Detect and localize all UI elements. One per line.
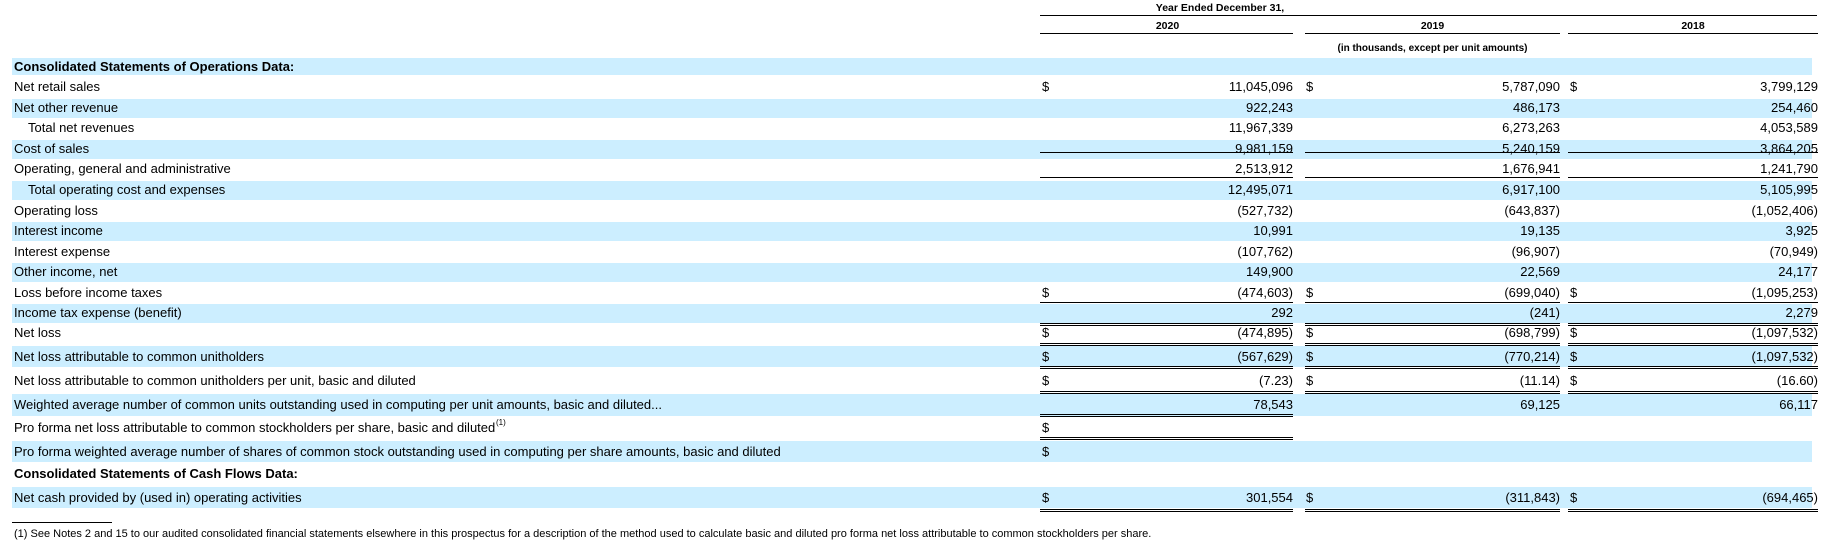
row-value-2018: 24,177 bbox=[1778, 264, 1818, 279]
table-row bbox=[12, 324, 1818, 343]
row-value-2019: 69,125 bbox=[1520, 397, 1560, 412]
row-value-2019: 5,787,090 bbox=[1502, 79, 1560, 94]
footnote-rule bbox=[12, 522, 112, 523]
row-value-2018: 3,799,129 bbox=[1760, 79, 1818, 94]
table-row bbox=[12, 465, 1812, 484]
row-value-2018: 5,105,995 bbox=[1760, 182, 1818, 197]
table-row bbox=[12, 487, 1818, 508]
dollar-sign: $ bbox=[1306, 325, 1314, 340]
dollar-sign: $ bbox=[1042, 490, 1050, 505]
dollar-sign: $ bbox=[1042, 325, 1050, 340]
total-rule bbox=[1568, 509, 1818, 512]
row-label: Operating loss bbox=[14, 203, 98, 218]
row-value-2018: (1,097,532) bbox=[1751, 349, 1818, 364]
total-rule bbox=[1040, 343, 1293, 346]
row-value-2018: (16.60) bbox=[1776, 373, 1818, 388]
row-value-2018: 4,053,589 bbox=[1760, 120, 1818, 135]
row-label: Net loss attributable to common unitholders bbox=[14, 349, 265, 364]
dollar-sign: $ bbox=[1570, 285, 1578, 300]
dollar-sign: $ bbox=[1306, 349, 1314, 364]
table-row bbox=[12, 284, 1818, 303]
row-value-2020: (474,895) bbox=[1237, 325, 1293, 340]
row-value-2018: 2,279 bbox=[1785, 305, 1818, 320]
dollar-sign: $ bbox=[1042, 349, 1050, 364]
table-row bbox=[12, 181, 1818, 200]
row-label: Interest expense bbox=[14, 244, 111, 259]
row-label: Net cash provided by (used in) operating activities bbox=[14, 490, 302, 505]
row-label: Net loss bbox=[14, 325, 61, 340]
header-rule bbox=[1040, 15, 1817, 16]
total-rule bbox=[1040, 366, 1293, 369]
total-rule bbox=[1568, 343, 1818, 346]
table-row bbox=[12, 304, 1818, 323]
total-rule bbox=[1040, 414, 1293, 417]
dollar-sign: $ bbox=[1306, 285, 1314, 300]
row-label: Total net revenues bbox=[28, 120, 135, 135]
row-value-2018: (1,095,253) bbox=[1751, 285, 1818, 300]
row-value-2020: 78,543 bbox=[1253, 397, 1293, 412]
total-rule bbox=[1305, 391, 1560, 394]
total-rule bbox=[1568, 391, 1818, 394]
row-label: Weighted average number of common units outstanding used in computing per unit amounts, basic and diluted... bbox=[14, 397, 662, 412]
row-label: Interest income bbox=[14, 223, 103, 238]
row-value-2019: (311,843) bbox=[1505, 490, 1560, 505]
row-value-2020: 9,981,159 bbox=[1235, 141, 1293, 156]
total-rule bbox=[1040, 323, 1293, 326]
dollar-sign: $ bbox=[1570, 373, 1578, 388]
row-value-2018: (1,097,532) bbox=[1751, 325, 1818, 340]
row-value-2019: 486,173 bbox=[1513, 100, 1560, 115]
row-label: Net loss attributable to common unitholders per unit, basic and diluted bbox=[14, 373, 416, 388]
row-value-2020: 149,900 bbox=[1246, 264, 1293, 279]
row-value-2019: (698,799) bbox=[1504, 325, 1560, 340]
row-label: Operating, general and administrative bbox=[14, 161, 231, 176]
row-value-2018: 254,460 bbox=[1771, 100, 1818, 115]
dollar-sign: $ bbox=[1306, 79, 1314, 94]
table-row bbox=[12, 417, 1812, 438]
total-rule bbox=[1305, 302, 1560, 303]
row-value-2020: 11,967,339 bbox=[1228, 120, 1293, 135]
total-rule bbox=[1568, 323, 1818, 326]
row-value-2019: 6,273,263 bbox=[1502, 120, 1560, 135]
units-header: (in thousands, except per unit amounts) bbox=[1337, 43, 1528, 54]
dollar-sign: $ bbox=[1306, 490, 1314, 505]
table-row bbox=[12, 119, 1818, 138]
table-row bbox=[12, 58, 1812, 75]
total-rule bbox=[1568, 366, 1818, 369]
dollar-sign: $ bbox=[1042, 420, 1050, 435]
dollar-sign: $ bbox=[1042, 373, 1050, 388]
row-value-2018: 66,117 bbox=[1779, 397, 1818, 412]
row-value-2018: (694,465) bbox=[1762, 490, 1818, 505]
row-value-2020: 11,045,096 bbox=[1228, 79, 1293, 94]
row-label: Net other revenue bbox=[14, 100, 119, 115]
row-value-2019: (770,214) bbox=[1504, 349, 1560, 364]
total-rule bbox=[1040, 152, 1293, 153]
total-rule bbox=[1568, 177, 1818, 178]
row-label: Cost of sales bbox=[14, 141, 90, 156]
row-value-2019: 19,135 bbox=[1520, 223, 1560, 238]
row-label: Pro forma weighted average number of shares of common stock outstanding used in computing per share amounts, basic and diluted bbox=[14, 444, 781, 459]
row-value-2020: (527,732) bbox=[1237, 203, 1293, 218]
table-row bbox=[12, 263, 1818, 282]
table-row bbox=[12, 140, 1818, 159]
total-rule bbox=[1040, 177, 1293, 178]
row-label: Loss before income taxes bbox=[14, 285, 163, 300]
dollar-sign: $ bbox=[1306, 373, 1314, 388]
row-value-2020: 301,554 bbox=[1246, 490, 1293, 505]
col-rule-2019 bbox=[1305, 33, 1560, 34]
dollar-sign: $ bbox=[1570, 325, 1578, 340]
row-value-2018: (1,052,406) bbox=[1751, 203, 1818, 218]
row-label: Consolidated Statements of Operations Data: bbox=[14, 59, 295, 74]
row-value-2020: 10,991 bbox=[1253, 223, 1293, 238]
total-rule bbox=[1305, 509, 1560, 512]
total-rule bbox=[1305, 323, 1560, 326]
footnote-marker: (1) bbox=[496, 418, 506, 427]
row-value-2020: (7.23) bbox=[1259, 373, 1293, 388]
col-rule-2018 bbox=[1568, 33, 1818, 34]
row-value-2020: (474,603) bbox=[1237, 285, 1293, 300]
row-value-2019: 5,240,159 bbox=[1502, 141, 1560, 156]
row-value-2020: 922,243 bbox=[1246, 100, 1293, 115]
total-rule bbox=[1305, 152, 1560, 153]
table-row bbox=[12, 222, 1818, 241]
table-row bbox=[12, 78, 1818, 97]
row-value-2019: 22,569 bbox=[1520, 264, 1560, 279]
total-rule bbox=[1040, 391, 1293, 394]
col-rule-2020 bbox=[1040, 33, 1293, 34]
row-value-2018: 3,864,205 bbox=[1760, 141, 1818, 156]
row-value-2019: (241) bbox=[1529, 305, 1560, 320]
dollar-sign: $ bbox=[1042, 285, 1050, 300]
row-value-2020: (107,762) bbox=[1237, 244, 1293, 259]
row-label: Pro forma net loss attributable to common stockholders per share, basic and diluted bbox=[14, 420, 496, 435]
dollar-sign: $ bbox=[1570, 349, 1578, 364]
row-label: Other income, net bbox=[14, 264, 118, 279]
dollar-sign: $ bbox=[1570, 79, 1578, 94]
table-row bbox=[12, 243, 1818, 262]
year-2018-header: 2018 bbox=[1681, 20, 1705, 32]
dollar-sign: $ bbox=[1570, 490, 1578, 505]
row-value-2020: 12,495,071 bbox=[1227, 182, 1293, 197]
row-value-2019: 6,917,100 bbox=[1502, 182, 1560, 197]
table-row bbox=[12, 441, 1812, 462]
row-label: Income tax expense (benefit) bbox=[14, 305, 182, 320]
row-label: Consolidated Statements of Cash Flows Data: bbox=[14, 466, 298, 481]
total-rule bbox=[1040, 437, 1293, 440]
total-rule bbox=[1040, 302, 1293, 303]
year-2019-header: 2019 bbox=[1420, 20, 1445, 32]
total-rule bbox=[1040, 509, 1293, 512]
total-rule bbox=[1305, 343, 1560, 346]
row-value-2019: (643,837) bbox=[1504, 203, 1560, 218]
row-label: Total operating cost and expenses bbox=[28, 182, 226, 197]
footnote: (1) See Notes 2 and 15 to our audited consolidated financial statements elsewhere in this prospectus for a description of the method used to calculate basic and diluted pro forma net loss attributable to common stockholders per share. bbox=[14, 528, 1152, 540]
row-value-2020: (567,629) bbox=[1237, 349, 1293, 364]
dollar-sign: $ bbox=[1042, 444, 1050, 459]
period-header: Year Ended December 31, bbox=[1155, 2, 1285, 14]
table-row bbox=[12, 394, 1818, 416]
table-row bbox=[12, 346, 1818, 367]
row-value-2018: 1,241,790 bbox=[1760, 161, 1818, 176]
row-value-2019: (699,040) bbox=[1504, 285, 1560, 300]
row-value-2018: 3,925 bbox=[1785, 223, 1818, 238]
total-rule bbox=[1568, 302, 1818, 303]
row-value-2020: 292 bbox=[1271, 305, 1293, 320]
table-row bbox=[12, 202, 1818, 221]
dollar-sign: $ bbox=[1042, 79, 1050, 94]
total-rule bbox=[1305, 366, 1560, 369]
total-rule bbox=[1305, 177, 1560, 178]
year-2020-header: 2020 bbox=[1155, 20, 1180, 32]
row-label: Net retail sales bbox=[14, 79, 100, 94]
row-value-2019: (96,907) bbox=[1511, 244, 1560, 259]
total-rule bbox=[1568, 152, 1818, 153]
table-row bbox=[12, 370, 1818, 391]
row-value-2018: (70,949) bbox=[1769, 244, 1818, 259]
table-row bbox=[12, 99, 1818, 118]
row-value-2020: 2,513,912 bbox=[1235, 161, 1293, 176]
row-value-2019: (11.14) bbox=[1519, 373, 1560, 388]
row-value-2019: 1,676,941 bbox=[1502, 161, 1560, 176]
